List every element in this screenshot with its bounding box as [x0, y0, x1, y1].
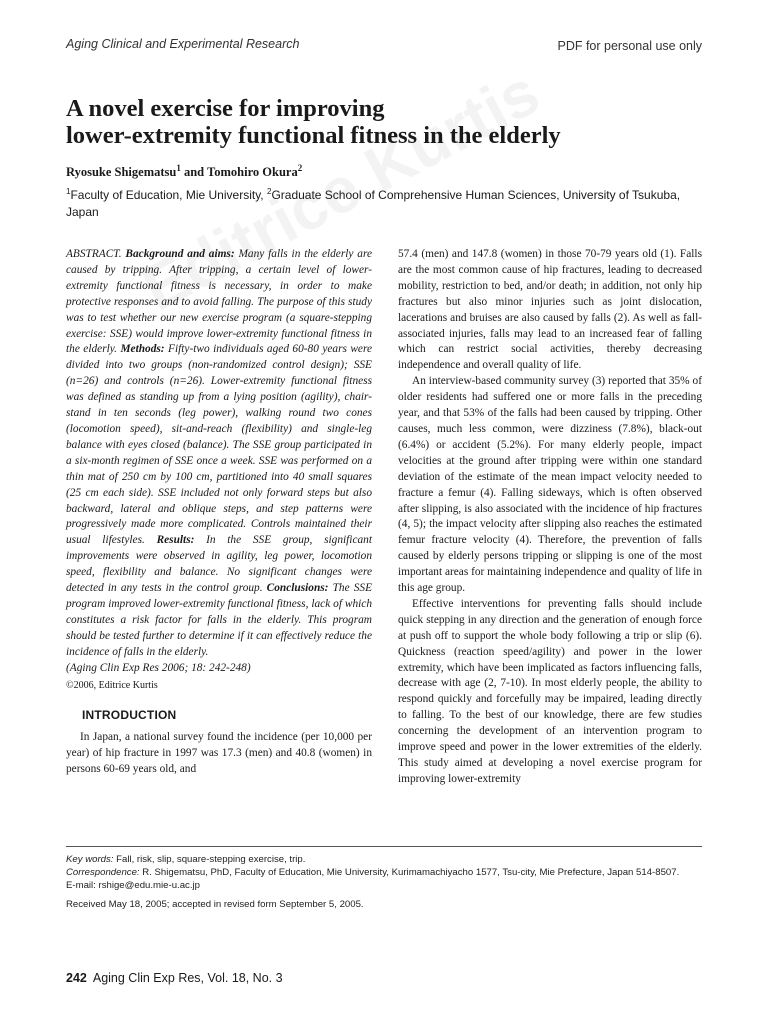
title-line-2: lower-extremity functional fitness in the elderly — [66, 122, 561, 149]
abstract-methods: Fifty-two individuals aged 60-80 years were divided into two groups (non-randomized control design); SSE (n=26) and controls (n=26). Lower-extremity functional fitness was defined as standing up from a lying position (agility), chair-stand in ten seconds (leg power), walking round two cones (locomotion speed), sit-and-reach (flexibility) and single-leg balance with eyes closed (balance). The SSE group participated in a six-month regimen of SSE once a week. SSE was performed on a thin mat of 250 cm by 100 cm, partitioned into 40 small squares (25 cm each side). SSE included not only forward steps but also backward, lateral and oblique steps, and step patterns were progressively made more complicated. Controls maintained their usual lifestyles. — [66, 343, 372, 547]
author-2-affil-marker: 2 — [297, 163, 303, 173]
intro-paragraph-2: An interview-based community survey (3) reported that 35% of older residents had suffered one or more falls in the preceding year, and that 53% of the falls had been caused by tripping. Other causes, much less common, were dizziness (7.8%), black-out (6.4%) or accident (5.2%). For many elderly people, impact velocities at the ground after tripping were within one standard deviation of the estimate of the mean impact velocity needed to fracture a femur (4). Falling sideways, which is often observed after slipping, is also associated with the incidence of hip fractures (4, 5); the impact velocity after slipping also reaches the estimated femur fracture velocity (4). Therefore, the prevention of falls caused by elderly persons tripping or slipping is one of the most important areas for maintaining independence and quality of life in this age group. — [398, 375, 702, 595]
page-footer — [66, 971, 283, 985]
author-1-affil-marker: 1 — [176, 163, 181, 173]
abstract-conclusions: The SSE program improved lower-extremity functional fitness, lack of which constitutes a risk factor for falls in the elderly. This program should be tested further to determine if it can effectively reduce the incidence of falls in the elderly. — [66, 582, 372, 658]
page-number: 242 — [66, 971, 87, 985]
correspondence-line — [66, 866, 702, 879]
abstract-conclusions-label: Conclusions: — [266, 582, 329, 595]
received-dates: Received May 18, 2005; accepted in revised form September 5, 2005. — [66, 899, 364, 910]
section-heading-introduction: INTRODUCTION — [82, 708, 177, 723]
intro-paragraph-1-continued: 57.4 (men) and 147.8 (women) in those 70-79 years old (1). Falls are the most common cause of hip fractures, leading to decreased mobility, restriction to bed, and/or death; in addition, not only hip fractures but also minor injuries such as joint dislocation, lacerations and bruises are also caused by falls (2). As well as fall-associated injuries, falls may lead to an increased fear of falling which can restrict social activities, thereby decreasing independence and overall quality of life. — [398, 248, 702, 372]
footnote-divider — [66, 846, 702, 847]
abstract-results-label: Results: — [156, 534, 195, 547]
abstract-results: In the SSE group, significant improvements were observed in agility, leg power, locomotion speed, flexibility and balance. No significant changes were detected in any tests in the control group. — [66, 534, 372, 595]
left-column — [66, 247, 372, 778]
journal-name: Aging Clinical and Experimental Research — [66, 37, 300, 51]
abstract-lead: ABSTRACT. — [66, 248, 126, 260]
intro-paragraph-3: Effective interventions for preventing falls should include quick stepping in any direction and the generation of enough force at push off to support the whole body following a trip or slip (6). Quickness (reaction speed/agility) and power in the lower extremity, which have been implicated as factors influencing falls, decrease with age (2, 7-10). In most elderly people, the ability to respond quickly and forcefully may be impaired, leading directly to falling. To the best of our knowledge, there are few studies concerning the development of an intervention program to improve speed and power in the lower extremities of the elderly. This study aimed at developing a novel exercise program for improving lower-extremity — [398, 597, 702, 785]
abstract-background: Many falls in the elderly are caused by tripping. After tripping, a certain level of lower-extremity functional fitness is necessary, in order to make protective responses and to avoid falling. The purpose of this study was to test whether our new exercise program (a square-stepping exercise: SSE) would improve lower-extremity functional fitness in the elderly. — [66, 248, 372, 356]
affil-marker-1: 1 — [66, 187, 71, 196]
copyright-notice: ©2006, Editrice Kurtis — [66, 680, 158, 692]
abstract-background-label: Background and aims: — [125, 248, 235, 260]
affiliation-2: Graduate School of Comprehensive Human Sciences, University of Tsukuba, Japan — [66, 188, 681, 219]
author-1: Ryosuke Shigematsu — [66, 165, 177, 180]
correspondence: R. Shigematsu, PhD, Faculty of Education, Mie University, Kurimamachiyacho 1577, Tsu-city, Mie Prefecture, Japan 514-8507. — [139, 867, 680, 878]
keywords-label: Key words: — [66, 854, 114, 865]
author-list — [66, 163, 302, 180]
author-conjunction: and — [180, 165, 208, 180]
abstract — [66, 247, 372, 661]
email-line: E-mail: rshige@edu.mie-u.ac.jp — [66, 880, 200, 891]
title-line-1: A novel exercise for improving — [66, 95, 385, 122]
abstract-citation: (Aging Clin Exp Res 2006; 18: 242-248) — [66, 661, 251, 674]
author-2: Tomohiro Okura — [207, 165, 298, 180]
keywords-line — [66, 853, 702, 866]
pdf-notice: PDF for personal use only — [557, 39, 702, 53]
footnotes — [66, 853, 702, 911]
footer-citation: Aging Clin Exp Res, Vol. 18, No. 3 — [92, 971, 283, 985]
affil-marker-2: 2 — [266, 187, 272, 196]
article-title — [66, 95, 706, 149]
correspondence-label: Correspondence: — [66, 867, 140, 878]
affiliation-1: Faculty of Education, Mie University, — [70, 188, 267, 202]
intro-paragraph-1: In Japan, a national survey found the incidence (per 10,000 per year) of hip fracture in 1997 was 17.3 (men) and 40.8 (women) in persons 60-69 years old, and — [66, 731, 372, 776]
abstract-methods-label: Methods: — [120, 343, 165, 356]
right-column — [398, 247, 702, 788]
keywords: Fall, risk, slip, square-stepping exercise, trip. — [113, 854, 306, 865]
affiliations — [66, 183, 706, 221]
